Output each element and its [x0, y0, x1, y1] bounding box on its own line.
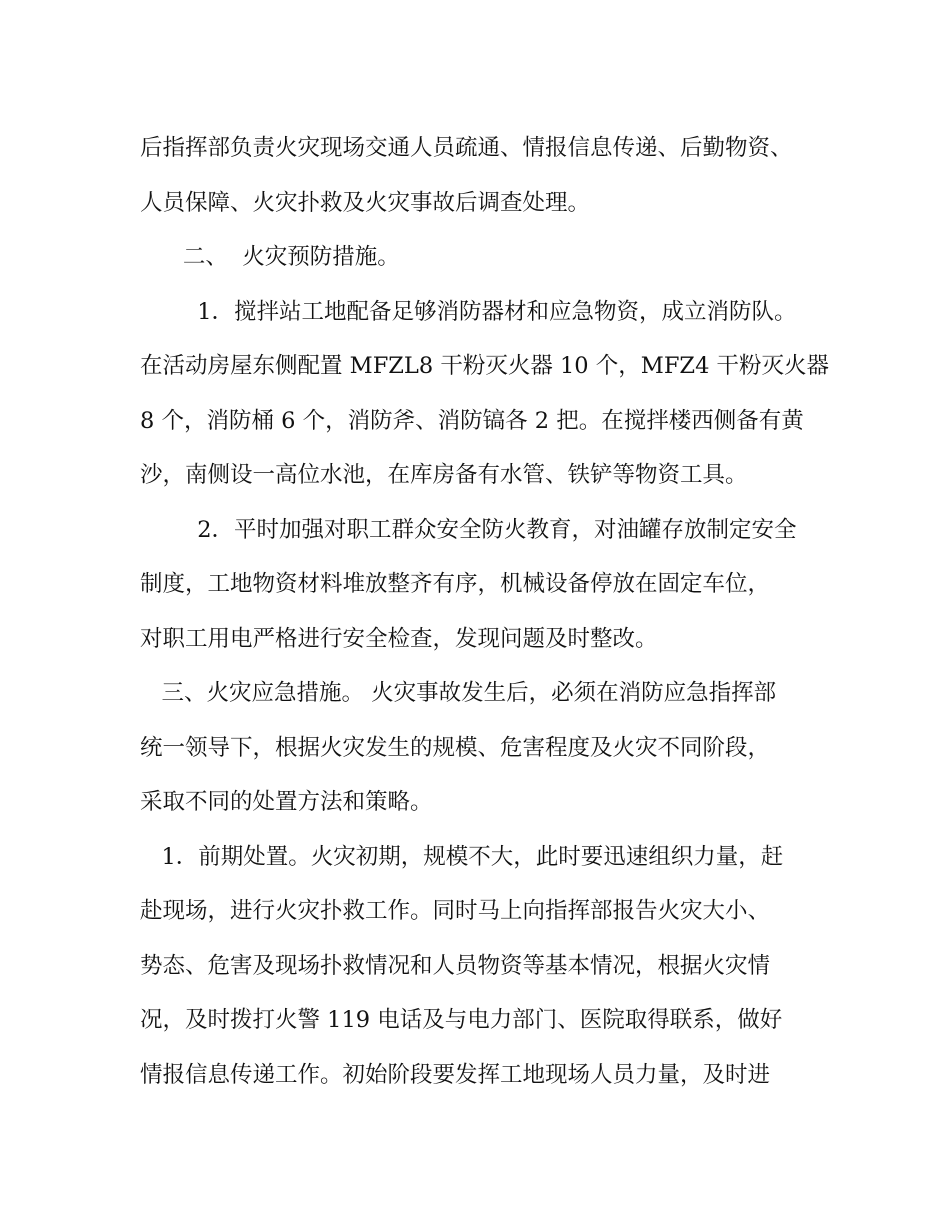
text-line: 1．搅拌站工地配备足够消防器材和应急物资，成立消防队。	[140, 298, 797, 325]
text-line: 情报信息传递工作。初始阶段要发挥工地现场人员力量，及时进	[140, 1061, 771, 1088]
text-line: 制度，工地物资材料堆放整齐有序，机械设备停放在固定车位，	[140, 571, 771, 597]
section-heading: 二、 火灾预防措施。	[140, 244, 400, 270]
text-line: 8 个，消防桶 6 个，消防斧、消防镐各 2 把。在搅拌楼西侧备有黄	[140, 407, 804, 434]
text-line: 人员保障、火灾扑救及火灾事故后调查处理。	[140, 189, 591, 216]
text-line: 沙，南侧设一高位水池，在库房备有水管、铁铲等物资工具。	[140, 462, 748, 488]
text-line: 采取不同的处置方法和策略。	[140, 789, 433, 815]
text-line: 1．前期处置。火灾初期，规模不大，此时要迅速组织力量，赶	[140, 843, 784, 870]
text-line: 统一领导下，根据火灾发生的规模、危害程度及火灾不同阶段，	[140, 734, 771, 761]
text-line: 势态、危害及现场扑救情况和人员物资等基本情况，根据火灾情	[140, 952, 771, 979]
text-line: 对职工用电严格进行安全检查，发现问题及时整改。	[140, 625, 658, 652]
section-heading: 三、火灾应急措施。 火灾事故发生后，必须在消防应急指挥部	[140, 680, 777, 706]
text-line: 况，及时拨打火警 119 电话及与电力部门、医院取得联系，做好	[140, 1007, 783, 1033]
text-line: 2．平时加强对职工群众安全防火教育，对油罐存放制定安全	[140, 516, 797, 543]
text-line: 在活动房屋东侧配置 MFZL8 干粉灭火器 10 个，MFZ4 干粉灭火器	[140, 353, 830, 379]
text-line: 后指挥部负责火灾现场交通人员疏通、情报信息传递、后勤物资、	[140, 135, 793, 161]
text-line: 赴现场，进行火灾扑救工作。同时马上向指挥部报告火灾大小、	[140, 898, 771, 924]
body-text	[140, 128, 830, 1109]
